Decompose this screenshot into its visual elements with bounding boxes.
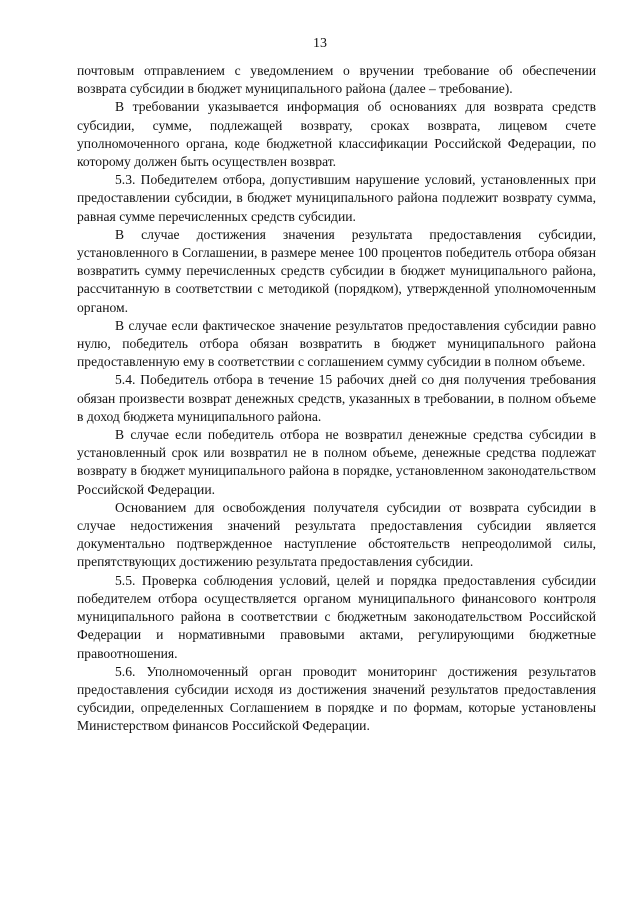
document-body bbox=[77, 62, 596, 736]
paragraph-requirement-contents: В требовании указывается информация об основаниях для возврата средств субсидии, сумме, подлежащей возврату, сроках возврата, лицевом счете уполномоченного органа, коде бюджетной классификации Российской Федерации, по которому должен быть осуществлен возврат. bbox=[77, 99, 596, 170]
paragraph-force-majeure: Основанием для освобождения получателя субсидии от возврата субсидии в случае недостижения значений результата предоставления субсидии является документально подтвержденное наступление обстоятельств непреодолимой силы, препятствующих достижению результата предоставления субсидии. bbox=[77, 499, 596, 570]
paragraph-return-notice: почтовым отправлением с уведомлением о вручении требование об обеспечении возврата субсидии в бюджет муниципального района (далее – требование). bbox=[77, 63, 596, 97]
paragraph-late-return: В случае если победитель отбора не возвратил денежные средства субсидии в установленный срок или возвратил не в полном объеме, денежные средства подлежат возврату в бюджет муниципального района в порядке, установленном законодательством Российской Федерации. bbox=[77, 427, 596, 497]
paragraph-result-below-100: В случае достижения значения результата предоставления субсидии, установленного в Соглашении, в размере менее 100 процентов победитель отбора обязан возвратить сумму перечисленных средств субсидии в бюджет муниципального района, рассчитанную в соответствии с методикой (порядком), утвержденной уполномоченным органом. bbox=[77, 226, 596, 315]
paragraph-5-3: 5.3. Победителем отбора, допустившим нарушение условий, установленных при предоставлении субсидии, в бюджет муниципального района подлежит возврату сумма, равная сумме перечисленных средств субсидии. bbox=[77, 172, 596, 224]
paragraph-5-6: 5.6. Уполномоченный орган проводит мониторинг достижения результатов предоставления субсидии исходя из достижения значений результатов предоставления субсидии, определенных Соглашением в порядке и по формам, которые установлены Министерством финансов Российской Федерации. bbox=[77, 663, 596, 734]
paragraph-5-4: 5.4. Победитель отбора в течение 15 рабочих дней со дня получения требования обязан произвести возврат денежных средств, указанных в требовании, в полном объеме в доход бюджета муниципального района. bbox=[77, 372, 596, 424]
page-number: 13 bbox=[313, 36, 327, 51]
paragraph-result-zero: В случае если фактическое значение результатов предоставления субсидии равно нулю, победитель отбора обязан возвратить в бюджет муниципального района предоставленную ему в соответствии с соглашением сумму субсидии в полном объеме. bbox=[77, 317, 596, 370]
paragraph-5-5: 5.5. Проверка соблюдения условий, целей и порядка предоставления субсидии победителем отбора осуществляется органом муниципального финансового контроля муниципального района в соответствии с бюджетным законодательством Российской Федерации и нормативными правовыми актами, регулирующими бюджетные правоотношения. bbox=[77, 572, 596, 661]
